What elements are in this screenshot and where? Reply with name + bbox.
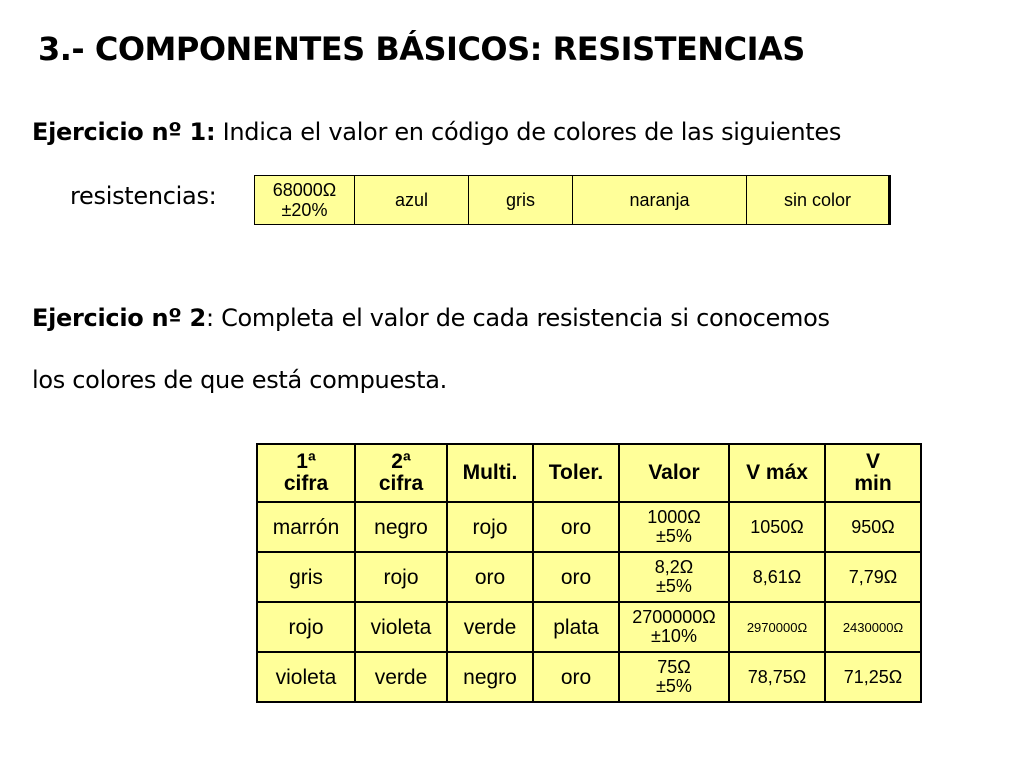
value-ohms: 2700000Ω: [632, 607, 716, 627]
cell-multiplier: oro: [447, 552, 533, 602]
cell-vmax: 78,75Ω: [729, 652, 825, 702]
exercise1-statement: [32, 118, 841, 146]
cell-second-digit: rojo: [355, 552, 447, 602]
exercise1-value: 68000Ω: [272, 180, 337, 200]
exercise1-color-cell: naranja: [573, 176, 747, 225]
table-row: [257, 552, 921, 602]
header-line1: V máx: [746, 461, 808, 484]
cell-value: [619, 552, 729, 602]
exercise1-table: [254, 175, 891, 225]
table-row: [257, 652, 921, 702]
table-row: [257, 602, 921, 652]
table-row: [257, 502, 921, 552]
value-ohms: 1000Ω: [647, 507, 701, 527]
header-line1: Toler.: [548, 461, 604, 484]
value-tolerance: ±5%: [656, 576, 692, 596]
header-line2: min: [854, 472, 892, 495]
header-cell: [729, 444, 825, 502]
exercise2-text-line2: los colores de que está compuesta.: [32, 366, 447, 394]
header-line2: cifra: [283, 472, 329, 495]
exercise2-table: [256, 443, 922, 703]
cell-vmin: 71,25Ω: [825, 652, 921, 702]
cell-multiplier: negro: [447, 652, 533, 702]
cell-tolerance: plata: [533, 602, 619, 652]
exercise1-text-line2: resistencias:: [70, 182, 217, 210]
exercise1-label: Ejercicio nº 1:: [32, 118, 216, 146]
exercise1-color-cell: azul: [355, 176, 469, 225]
value-tolerance: ±5%: [656, 526, 692, 546]
cell-first-digit: marrón: [257, 502, 355, 552]
cell-tolerance: oro: [533, 552, 619, 602]
value-ohms: 75Ω: [657, 657, 691, 677]
cell-value: [619, 652, 729, 702]
exercise2-statement: [32, 304, 830, 332]
cell-value: [619, 602, 729, 652]
header-line2: cifra: [378, 472, 424, 495]
header-line1: Valor: [648, 461, 700, 484]
exercise1-color-cell: sin color: [747, 176, 890, 225]
cell-value: [619, 502, 729, 552]
header-line1: Multi.: [462, 461, 518, 484]
page-title: 3.- COMPONENTES BÁSICOS: RESISTENCIAS: [38, 30, 805, 68]
cell-multiplier: rojo: [447, 502, 533, 552]
cell-vmin: 2430000Ω: [825, 602, 921, 652]
cell-tolerance: oro: [533, 502, 619, 552]
cell-vmax: 8,61Ω: [729, 552, 825, 602]
cell-first-digit: rojo: [257, 602, 355, 652]
value-tolerance: ±10%: [651, 626, 697, 646]
header-line1: 1ª: [296, 450, 316, 473]
exercise1-color-cell: gris: [469, 176, 573, 225]
cell-second-digit: violeta: [355, 602, 447, 652]
exercise1-tolerance: ±20%: [281, 200, 328, 220]
header-cell: [447, 444, 533, 502]
value-ohms: 8,2Ω: [654, 557, 694, 577]
exercise2-label: Ejercicio nº 2: [32, 304, 206, 332]
cell-second-digit: negro: [355, 502, 447, 552]
exercise1-text-line1: Indica el valor en código de colores de las siguientes: [215, 118, 842, 146]
header-line1: 2ª: [391, 450, 411, 473]
exercise2-header-row: [257, 444, 921, 502]
header-cell: [619, 444, 729, 502]
header-cell: [825, 444, 921, 502]
cell-multiplier: verde: [447, 602, 533, 652]
cell-tolerance: oro: [533, 652, 619, 702]
cell-vmin: 7,79Ω: [825, 552, 921, 602]
cell-first-digit: gris: [257, 552, 355, 602]
cell-vmax: 2970000Ω: [729, 602, 825, 652]
value-tolerance: ±5%: [656, 676, 692, 696]
exercise2-text-line1: : Completa el valor de cada resistencia si conocemos: [205, 304, 830, 332]
cell-vmin: 950Ω: [825, 502, 921, 552]
exercise1-value-cell: [255, 176, 355, 225]
header-line1: V: [865, 450, 880, 473]
cell-second-digit: verde: [355, 652, 447, 702]
header-cell: [533, 444, 619, 502]
header-cell: [355, 444, 447, 502]
header-cell: [257, 444, 355, 502]
exercise1-table-row: [255, 176, 890, 225]
cell-first-digit: violeta: [257, 652, 355, 702]
cell-vmax: 1050Ω: [729, 502, 825, 552]
